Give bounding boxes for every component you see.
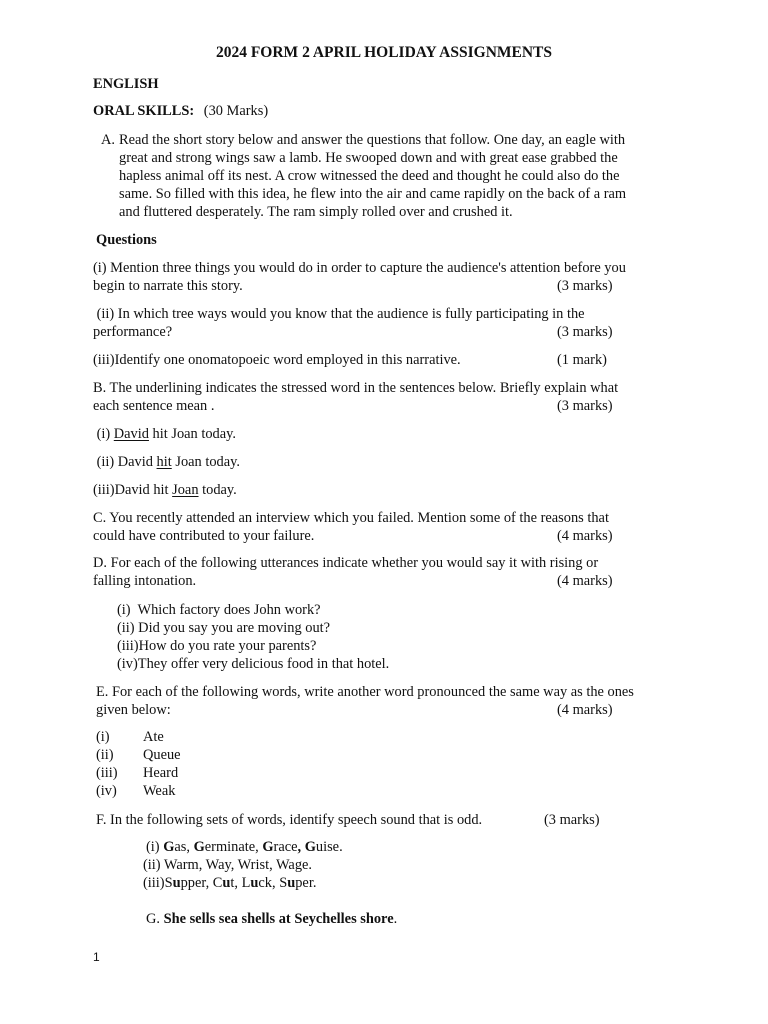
question-i-line: (i) Mention three things you would do in order to capture the audience's attention before you (93, 260, 626, 276)
question-f-marks: (3 marks) (544, 812, 600, 828)
utterance-item: (i) Which factory does John work? (117, 602, 321, 618)
question-a-line: and fluttered desperately. The ram simply rolled over and crushed it. (119, 204, 513, 220)
question-b-line: each sentence mean . (93, 398, 215, 414)
section-heading (93, 102, 268, 120)
question-iii-text: (iii)Identify one onomatopoeic word employed in this narrative. (93, 352, 461, 368)
question-c-line: C. You recently attended an interview which you failed. Mention some of the reasons that (93, 510, 609, 526)
stress-sentence: (ii) David hit Joan today. (93, 454, 240, 470)
tongue-twister: She sells sea shells at Seychelles shore (163, 911, 394, 927)
question-i-line: begin to narrate this story. (93, 278, 243, 294)
homophone-number: (ii) (96, 747, 114, 763)
homophone-number: (i) (96, 729, 110, 745)
question-a-line: Read the short story below and answer the questions that follow. One day, an eagle with (119, 132, 626, 148)
questions-heading: Questions (96, 232, 157, 248)
page-title: 2024 FORM 2 APRIL HOLIDAY ASSIGNMENTS (215, 44, 553, 61)
question-c-line: could have contributed to your failure. (93, 528, 315, 544)
question-b-line: B. The underlining indicates the stressed word in the sentences below. Briefly explain what (93, 380, 619, 396)
question-a-line: same. So filled with this idea, he flew into the air and came rapidly on the back of a ram (119, 186, 627, 202)
stressed-word: David (113, 426, 149, 442)
homophone-word: Heard (143, 765, 179, 781)
question-c-marks: (4 marks) (557, 528, 613, 544)
question-d-line: D. For each of the following utterances indicate whether you would say it with rising or (93, 555, 599, 571)
question-f-text: F. In the following sets of words, identify speech sound that is odd. (96, 812, 483, 828)
odd-sound-set: (ii) Warm, Way, Wrist, Wage. (143, 857, 312, 873)
question-g: G. She sells sea shells at Seychelles shore. (146, 911, 398, 927)
stressed-word: hit (156, 454, 172, 470)
question-ii-line: performance? (93, 324, 173, 340)
question-e-line: E. For each of the following words, write another word pronounced the same way as the ones (96, 684, 634, 700)
question-ii-marks: (3 marks) (557, 324, 613, 340)
question-a-line: hapless animal off its nest. A crow witnessed the deed and thought he could also do the (119, 168, 620, 184)
utterance-item: (iii)How do you rate your parents? (117, 638, 317, 654)
page-number: 1 (93, 950, 100, 964)
homophone-number: (iii) (96, 765, 118, 781)
homophone-word: Ate (143, 729, 164, 745)
utterance-item: (iv)They offer very delicious food in that hotel. (117, 656, 390, 672)
section-name: ORAL SKILLS: (93, 103, 195, 119)
utterance-item: (ii) Did you say you are moving out? (117, 620, 331, 636)
stressed-word: Joan (172, 482, 199, 498)
homophone-word: Weak (143, 783, 176, 799)
section-marks: (30 Marks) (203, 103, 269, 119)
odd-sound-set: (iii)Supper, Cut, Luck, Super. (143, 875, 317, 891)
question-ii-line: (ii) In which tree ways would you know that the audience is fully participating in the (93, 306, 585, 322)
question-a-label: A. (101, 132, 115, 148)
odd-sound-set: (i) Gas, Germinate, Grace, Guise. (146, 839, 343, 855)
question-b-marks: (3 marks) (557, 398, 613, 414)
homophone-number: (iv) (96, 783, 117, 799)
question-a-line: great and strong wings saw a lamb. He swooped down and with great ease grabbed the (119, 150, 618, 166)
subject-heading: ENGLISH (93, 76, 159, 92)
question-e-marks: (4 marks) (557, 702, 613, 718)
stress-sentence: (iii)David hit Joan today. (93, 482, 237, 498)
question-d-marks: (4 marks) (557, 573, 613, 589)
question-e-line: given below: (96, 702, 171, 718)
question-iii-marks: (1 mark) (557, 352, 607, 368)
stress-sentence: (i) David hit Joan today. (93, 426, 236, 442)
question-i-marks: (3 marks) (557, 278, 613, 294)
homophone-word: Queue (143, 747, 181, 763)
question-d-line: falling intonation. (93, 573, 197, 589)
